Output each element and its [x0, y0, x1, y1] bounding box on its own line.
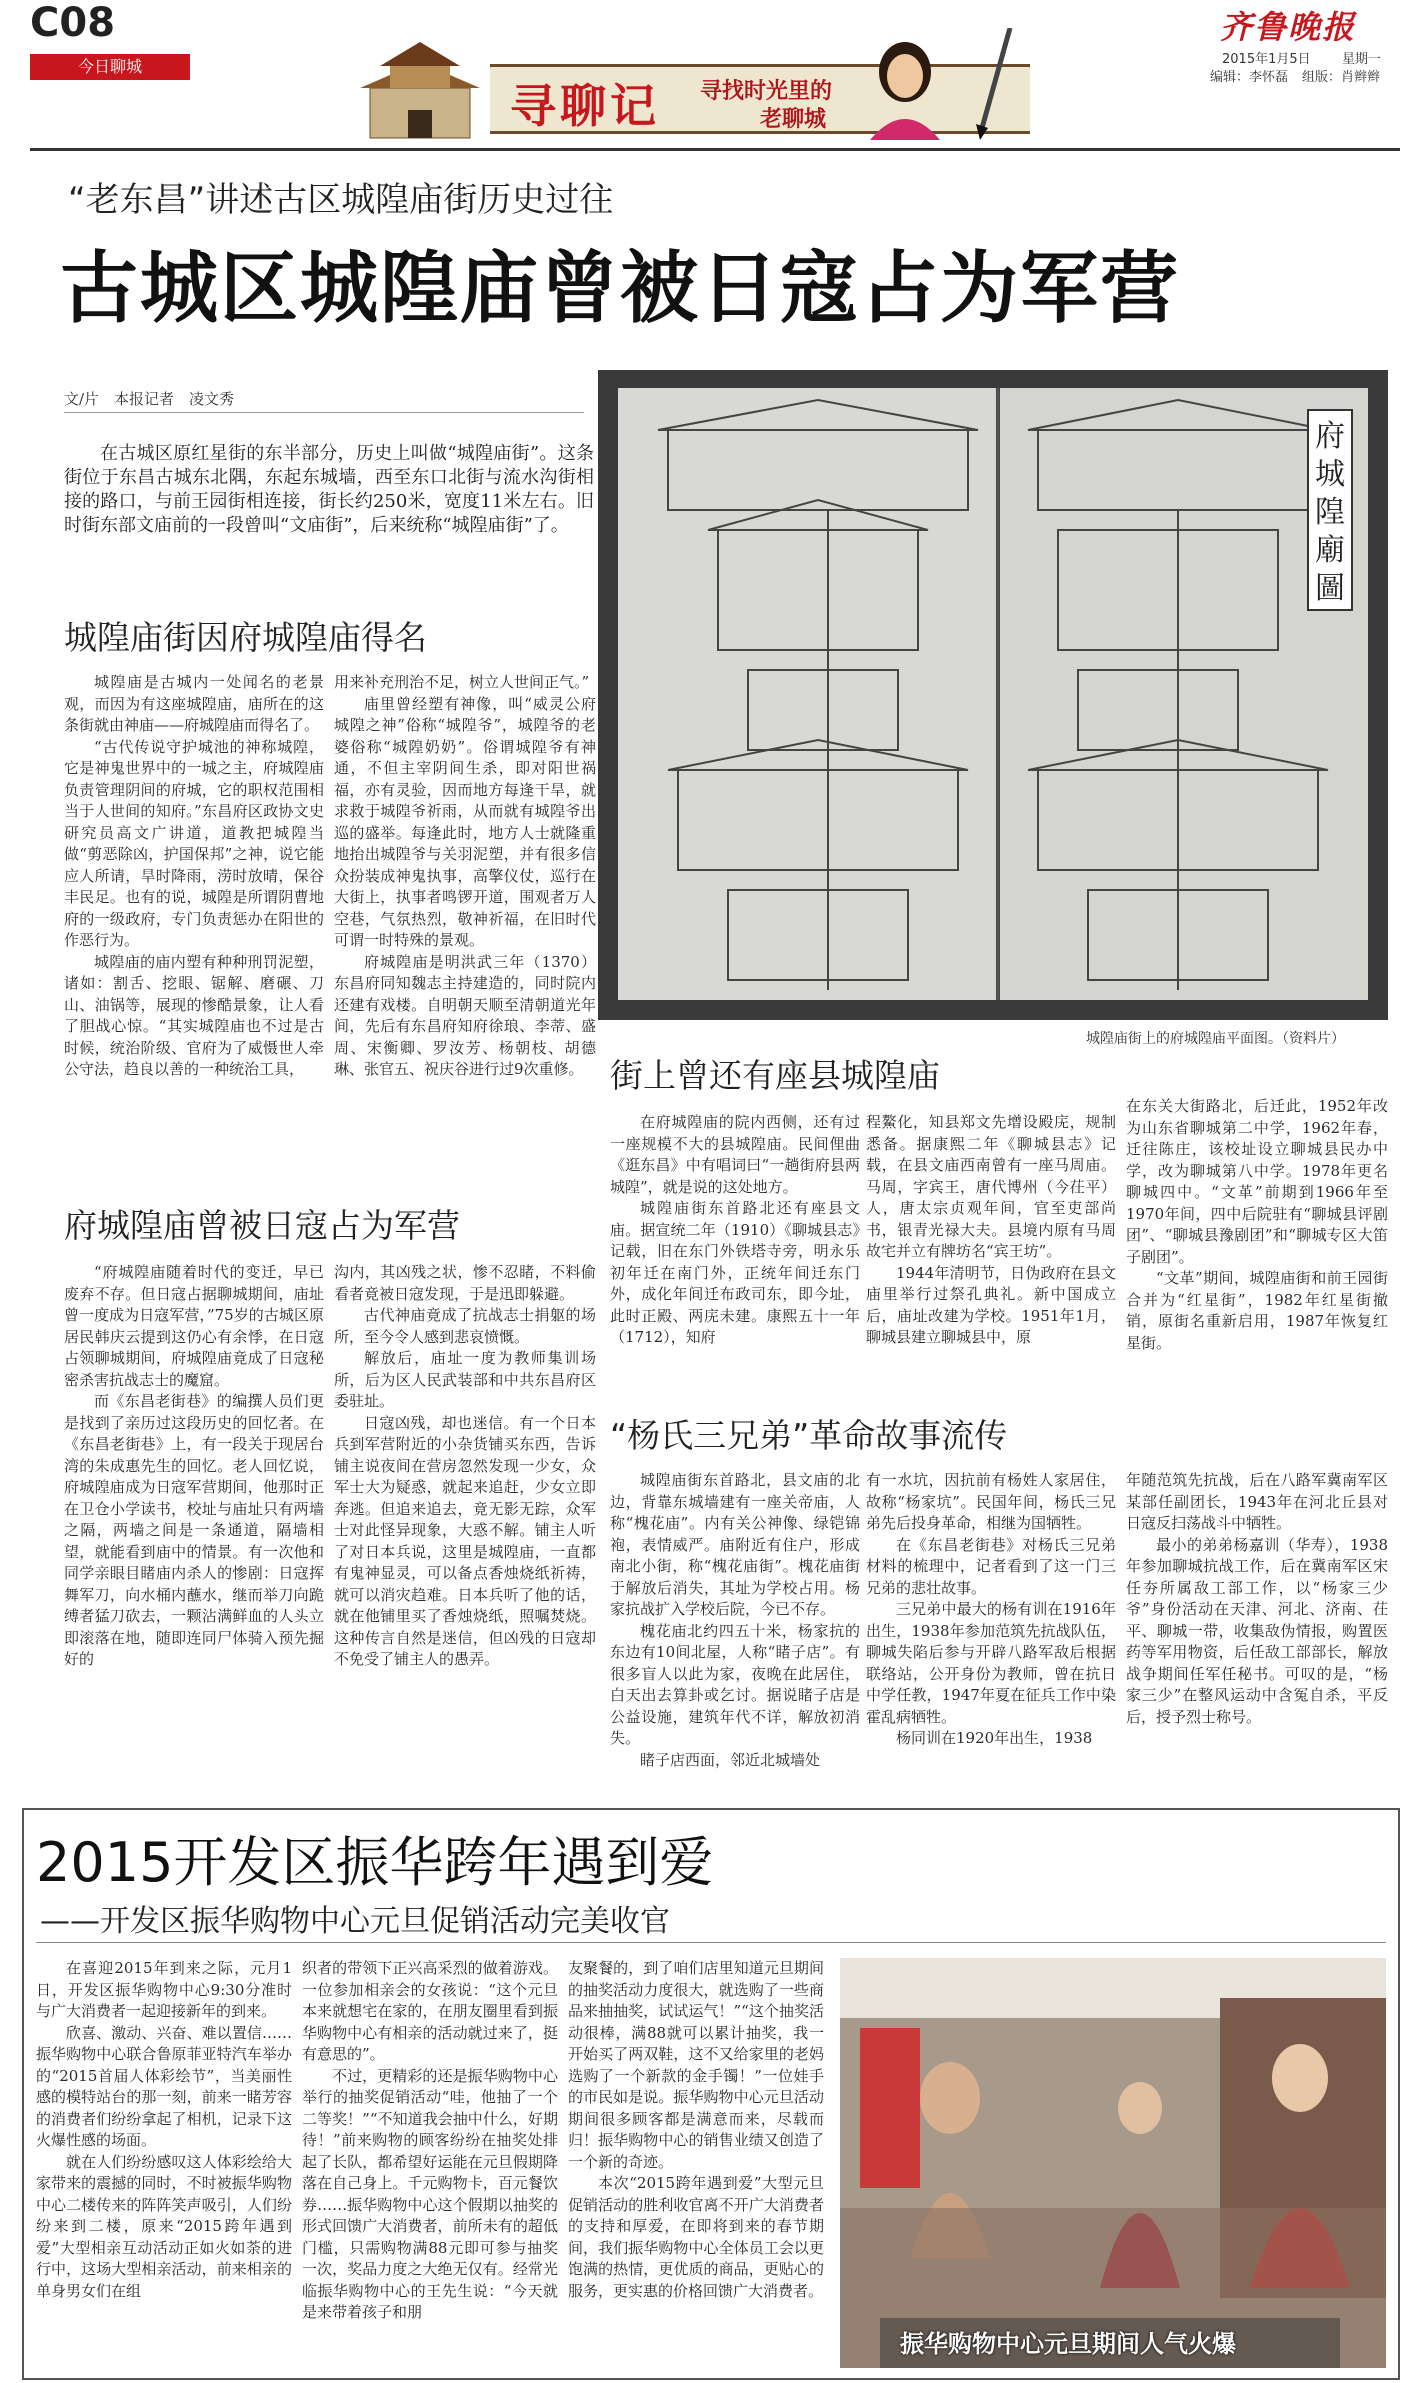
sec2-col1	[64, 1262, 324, 1784]
paragraph: 古代神庙竟成了抗战志士捐躯的场所，至今令人感到悲哀愤慨。	[334, 1306, 596, 1346]
editor: 编辑：李怀磊	[1210, 70, 1289, 85]
paragraph: 在东关大街路北，后迁此，1952年改为山东省聊城第二中学，1962年春，迁往陈庄，该校址设立聊城县民办中学，改为聊城第八中学。1978年更名聊城四中。“文革”前期到1966年至1970年间，四中后院驻有“聊城县评剧团”、“聊城县豫剧团”和“聊城专区大笛子剧团”。	[1126, 1097, 1388, 1266]
page-number: C08	[30, 0, 116, 46]
reporter-avatar	[850, 28, 960, 140]
temple-plan-drawing	[598, 370, 1388, 1020]
paragraph: 1944年清明节，日伪政府在县文庙里举行过祭孔典礼。新中国成立后，庙址改建为学校。1951年1月，聊城县建立聊城县中，原	[866, 1263, 1116, 1346]
newspaper-logo: 齐鲁晚报	[1220, 8, 1357, 46]
lead-paragraph	[64, 442, 594, 538]
paragraph: 城隍庙街东首路北，县文庙的北边，背靠东城墙建有一座关帝庙，人称“槐花庙”。内有关公神像、绿铠锦袍，表情威严。庙附近有住户，形成南北小街，称“槐花庙街”。槐花庙街于解放后消失，其址为学校占用。杨家抗战扩入学校后院，今已不存。	[610, 1471, 860, 1618]
paragraph: 府城隍庙是明洪武三年（1370）东昌府同知魏志主持建造的，同时院内还建有戏楼。自明朝天顺至清朝道光年间，先后有东昌府知府徐琅、李蒂、盛周、宋衡卿、罗汝芳、杨朝枝、胡德琳、张官五、祝庆谷进行过9次重修。	[334, 952, 596, 1078]
paragraph: 城隍庙的庙内塑有种种刑罚泥塑，诸如：割舌、挖眼、锯解、磨碾、刀山、油锅等，展现的惨酷景象，让人看了胆战心惊。“其实城隍庙也不过是古时候，统治阶级、官府为了威慑世人牵公守法，趋良以善的一种统治工具，	[64, 952, 324, 1078]
column-sub1: 寻找时光里的	[700, 79, 833, 104]
paragraph: 睹子店西面，邻近北城墙处	[640, 1750, 821, 1769]
section-heading-1: 城隍庙街因府城隍庙得名	[64, 618, 427, 657]
masthead	[0, 0, 1417, 150]
promo-col3	[568, 1958, 824, 2370]
column-banner	[350, 28, 1030, 140]
sec4-col2	[866, 1470, 1116, 1784]
sec1-col1	[64, 672, 324, 1172]
promo-subhead: ——开发区振华购物中心元旦促销活动完美收官	[40, 1904, 670, 1939]
paragraph: 不过，更精彩的还是振华购物中心举行的抽奖促销活动“哇，他抽了一个二等奖！”“不知道我会抽中什么，好期待！”前来购物的顾客纷纷在抽奖处排起了长队，都希望好运能在元旦假期降落在自己身上。千元购物卡，百元餐饮券……振华购物中心这个假期以抽奖的形式回馈广大消费者，前所未有的超低门槛，只需购物满88元即可参与抽奖一次，奖品力度之大绝无仅有。经常光临振华购物中心的王先生说：“今天就是来带着孩子和朋	[302, 2066, 558, 2321]
promo-rule	[36, 1942, 1386, 1943]
paragraph: 城隍庙是古城内一处闻名的老景观，而因为有这座城隍庙，庙所在的这条街就由神庙——府城隍庙而得名了。	[64, 673, 324, 734]
sec3-col3	[1126, 1096, 1388, 1396]
masthead-rule	[30, 148, 1400, 151]
paragraph: 日寇凶残，却也迷信。有一个日本兵到军营附近的小杂货铺买东西，告诉铺主说夜间在营房忽然发现一少女，众军士大为疑惑，就起来追赶，少女立即奔逃。但追来追去，竟无影无踪，众军士对此怪异现象，大惑不解。铺主人听了对日本兵说，这里是城隍庙，一直都有鬼神显灵，可以备点香烛烧纸祈祷，就可以消灾趋难。日本兵听了他的话，就在他铺里买了香烛烧纸，照嘱焚烧。这种传言自然是迷信，但凶残的日寇却不免受了铺主人的愚弄。	[334, 1413, 596, 1668]
mall-photo	[840, 1958, 1386, 2368]
paragraph: 城隍庙街东首路北还有座县文庙。据宣统二年（1910）《聊城县志》记载，旧在东门外铁塔寺旁，明永乐初年迁在南门外，正统年间迁东门外，成化年间迁布政司东，即今址，此时正殿、两庑未建。康熙五十一年（1712），知府	[610, 1199, 860, 1346]
promo-photo-caption: 振华购物中心元旦期间人气火爆	[900, 2330, 1236, 2358]
promo-headline: 2015开发区振华跨年遇到爱	[36, 1831, 714, 1894]
section-heading-4: “杨氏三兄弟”革命故事流传	[610, 1416, 1008, 1455]
issue-date: 2015年1月5日	[1222, 52, 1311, 67]
paragraph: 而《东昌老街巷》的编撰人员们更是找到了亲历过这段历史的回忆者。在《东昌老街巷》上，有一段关于现居台湾的朱成惠先生的回忆。老人回忆说，府城隍庙成为日寇军营期间，他那时正在卫仓小学读书，校址与庙址只有两墙之隔，两墙之间是一条通道，隔墙相望，就能看到庙中的情景。有一次他和同学亲眼目睹庙内杀人的惨剧：日寇挥舞军刀，向水桶内蘸水，继而举刀向跪缚者猛刀砍去，一颗沾满鲜血的人头立即滚落在地，随即连同尸体骑入预先掘好的	[64, 1392, 324, 1668]
paragraph: 沟内，其凶残之状，惨不忍睹，不料偷看者竟被日寇发现，于是迅即躲避。	[334, 1263, 596, 1303]
paragraph: 庙里曾经塑有神像，叫“威灵公府城隍之神”俗称“城隍爷”，城隍爷的老婆俗称“城隍奶奶”。俗谓城隍爷有神通，不但主宰阴间生杀，即对阳世祸福，亦有灵验，因而地方每逢干旱，就求救于城隍爷祈雨，从而就有城隍爷出巡的盛举。每逢此时，地方人士就隆重地抬出城隍爷与关羽泥塑，并有很多信众扮装成神鬼执事，高擎仪仗，巡行在大街上，执事者鸣锣开道，围观者万人空巷，气氛热烈，敬神祈福，在旧时代可谓一时特殊的景观。	[334, 694, 596, 949]
paragraph: 在喜迎2015年到来之际，元月1日，开发区振华购物中心9:30分准时与广大消费者一起迎接新年的到来。	[36, 1959, 292, 2020]
byline-rule	[64, 412, 584, 413]
layout-editor: 组版：肖辫辫	[1302, 70, 1381, 85]
sec1-col2	[334, 672, 596, 1172]
paragraph: “文革”期间，城隍庙街和前王园街合并为“红星街”，1982年红星街撤销，原街名重新启用，1987年恢复红星街。	[1126, 1269, 1388, 1352]
paragraph: 有一水坑，因抗前有杨姓人家居住，故称“杨家坑”。民国年间，杨氏三兄弟先后投身革命，相继为国牺牲。	[866, 1471, 1116, 1532]
paragraph: 年随范筑先抗战，后在八路军冀南军区某部任副团长，1943年在河北丘县对日寇反扫荡战斗中牺牲。	[1126, 1471, 1388, 1532]
column-title: 寻聊记	[510, 79, 660, 133]
mall-crowd-image	[840, 1958, 1386, 2368]
paragraph: 槐花庙北约四五十米，杨家抗的东边有10间北屋，人称“睹子店”。有很多盲人以此为家，夜晚在此居住，白天出去算卦或乞讨。据说睹子店是公益设施，建筑年代不详，解放初消失。	[610, 1621, 860, 1747]
paragraph: 欣喜、激动、兴奋、难以置信……振华购物中心联合鲁原菲亚特汽车举办的“2015首届人体彩绘节”，当美丽性感的模特站台的那一刻，前来一睹芳容的消费者们纷纷拿起了相机，记录下这火爆性感的场面。	[36, 2023, 292, 2149]
paragraph: 友聚餐的，到了咱们店里知道元旦期间的抽奖活动力度很大，就选购了一些商品来抽抽奖，试试运气！”“这个抽奖活动很棒，满88就可以累计抽奖，我一开始买了两双鞋，这不又给家里的老妈选购了一个新款的金手镯！”一位娃手的市民如是说。振华购物中心元旦活动期间很多顾客都是满意而来，尽载而归！振华购物中心的销售业绩又创造了一个新的奇迹。	[568, 1959, 824, 2171]
paragraph: 用来补充刑治不足，树立人世间正气。”	[334, 673, 590, 691]
promo-col1	[36, 1958, 292, 2370]
temple-map-photo	[598, 370, 1388, 1020]
map-title: 府城隍廟圖	[1315, 419, 1345, 606]
section-tab: 今日聊城	[30, 54, 190, 80]
paragraph: 织者的带领下正兴高采烈的做着游戏。一位参加相亲会的女孩说：“这个元旦本来就想宅在家的，在朋友圈里看到振华购物中心有相亲的活动就过来了，挺有意思的”。	[302, 1959, 558, 2063]
kicker: “老东昌”讲述古区城隍庙街历史过往	[68, 180, 614, 220]
issue-weekday: 星期一	[1342, 52, 1382, 67]
paragraph: 最小的弟弟杨嘉训（华寿），1938年参加聊城抗战工作，后在冀南军区宋任夯所属敌工部工作，以“杨家三少爷”身份活动在天津、河北、济南、茌平、聊城一带，收集敌伪情报，购置医药等军用物资，后任敌工部部长，解放战争期间任军任秘书。可叹的是，“杨家三少”在整风运动中含冤自杀，平反后，授予烈士称号。	[1126, 1535, 1388, 1726]
lead-text: 在古城区原红星街的东半部分，历史上叫做“城隍庙街”。这条街位于东昌古城东北隅，东起东城墙，西至东口北街与流水沟街相接的路口，与前王园街相连接，街长约250米，宽度11米左右。旧时街东部文庙前的一段曾叫“文庙街”，后来统称“城隍庙街”了。	[64, 443, 594, 536]
drum-tower-icon	[350, 28, 490, 140]
paragraph: 程鰲化，知县郑文先增设殿庑，规制悉备。据康熙二年《聊城县志》记载，在县文庙西南曾有一座马周庙。马周，字宾王，唐代博州（今茌平）人，唐太宗贞观年间，官至吏部尚书，银青光禄大夫。县境内原有马周故宅并立有牌坊名“宾王坊”。	[866, 1113, 1116, 1260]
paragraph: 三兄弟中最大的杨有训在1916年出生，1938年参加范筑先抗战队伍，聊城失陷后参与开辟八路军敌后根据联络站，公开身份为教师，曾在抗日中学任教，1947年夏在征兵工作中染霍乱病牺牲。	[866, 1600, 1116, 1726]
paragraph: 在府城隍庙的院内西侧，还有过一座规模不大的县城隍庙。民间俚曲《逛东昌》中有唱词曰“一趟街府县两城隍”，就是说的这处地方。	[610, 1113, 860, 1196]
sec4-col3	[1126, 1470, 1388, 1784]
paragraph: 在《东昌老街巷》对杨氏三兄弟材料的梳理中，记者看到了这一门三兄弟的悲壮故事。	[866, 1535, 1116, 1597]
photo-caption: 城隍庙街上的府城隍庙平面图。（资料片）	[1086, 1031, 1345, 1047]
paragraph: 就在人们纷纷感叹这人体彩绘给大家带来的震撼的同时，不时被振华购物中心二楼传来的阵阵笑声吸引，人们纷纷来到二楼，原来“2015跨年遇到爱”大型相亲互动活动正如火如荼的进行中，这场大型相亲活动，前来相亲的单身男女们在组	[36, 2152, 292, 2300]
paragraph: 杨同训在1920年出生，1938	[896, 1729, 1093, 1747]
sec3-col2	[866, 1112, 1116, 1396]
byline: 文/片 本报记者 凌文秀	[64, 390, 235, 408]
paragraph: “古代传说守护城池的神称城隍，它是神鬼世界中的一城之主，府城隍庙负责管理阴间的府城，它的职权范围相当于人世间的知府。”东昌府区政协文史研究员高文广讲道，道教把城隍当做“剪恶除凶，护国保邦”之神，说它能应人所请，旱时降雨，涝时放晴，保谷丰民足。也有的说，城隍是所谓阴曹地府的一级政府，专门负责惩办在阳世的作恶行为。	[64, 737, 324, 949]
sec3-col1	[610, 1112, 860, 1396]
section-heading-2: 府城隍庙曾被日寇占为军营	[64, 1206, 460, 1245]
sec4-col1	[610, 1470, 860, 1784]
promo-col2	[302, 1958, 558, 2370]
paragraph: “府城隍庙随着时代的变迁，早已废弃不存。但日寇占据聊城期间，庙址曾一度成为日寇军营，”75岁的古城区原居民韩庆云提到这仍心有余悸，在日寇占领聊城期间，府城隍庙竟成了日寇秘密杀害抗战志士的魔窟。	[64, 1263, 324, 1389]
headline: 古城区城隍庙曾被日寇占为军营	[60, 244, 1181, 334]
brush-icon	[970, 28, 1020, 140]
sec2-col2	[334, 1262, 596, 1784]
section-heading-3: 街上曾还有座县城隍庙	[610, 1056, 940, 1095]
column-sub2: 老聊城	[760, 107, 827, 132]
paragraph: 解放后，庙址一度为教师集训场所，后为区人民武装部和中共东昌府区委驻址。	[334, 1349, 596, 1410]
paragraph: 本次“2015跨年遇到爱”大型元旦促销活动的胜利收官离不开广大消费者的支持和厚爱，在即将到来的春节期间，我们振华购物中心全体员工会以更饱满的热情，更优质的商品，更贴心的服务，更实惠的价格回馈广大消费者。	[568, 2174, 824, 2300]
